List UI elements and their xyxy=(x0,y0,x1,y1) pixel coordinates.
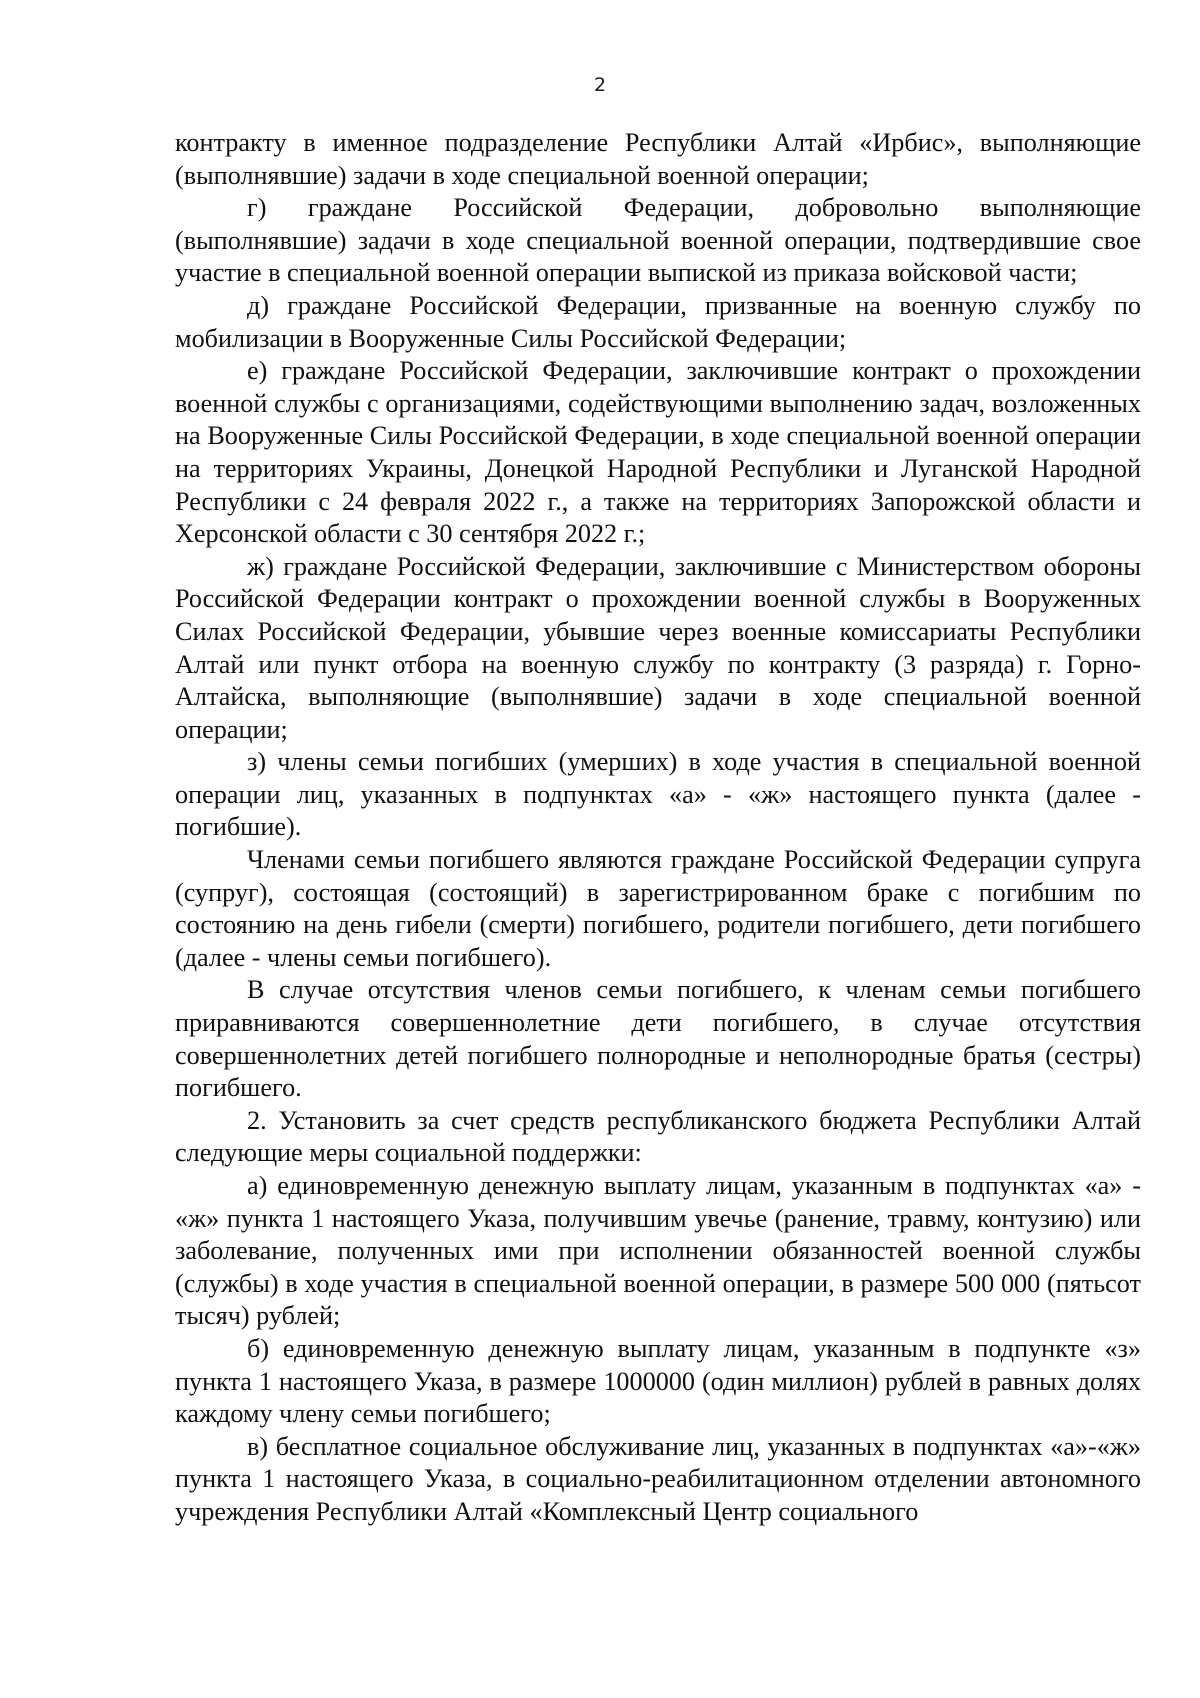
paragraph-item-2a: а) единовременную денежную выплату лицам, указанным в подпунктах «а» - «ж» пункта 1 настоящего Указа, получившим увечье (ранение, травму, контузию) или заболевание, полученных ими при исполнении обязанностей военной службы (службы) в ходе участия в специальной военной операции, в размере 500 000 (пятьсот тысяч) рублей; xyxy=(175,1171,1141,1331)
paragraph-continuation: контракту в именное подразделение Республики Алтай «Ирбис», выполняющие (выполнявшие) задачи в ходе специальной военной операции; xyxy=(175,128,1141,190)
paragraph-item-2b: б) единовременную денежную выплату лицам, указанным в подпункте «з» пункта 1 настоящего Указа, в размере 1000000 (один миллион) рублей в равных долях каждому члену семьи погибшего; xyxy=(175,1333,1141,1429)
paragraph-subitem-d: д) граждане Российской Федерации, призванные на военную службу по мобилизации в Вооруженные Силы Российской Федерации; xyxy=(175,290,1141,353)
document-body xyxy=(175,127,1141,1529)
paragraph-item-2v: в) бесплатное социальное обслуживание лиц, указанных в подпунктах «а»-«ж» пункта 1 настоящего Указа, в социально-реабилитационном отделении автономного учреждения Республики Алтай «Комплексный Центр социального xyxy=(175,1431,1141,1526)
paragraph-family-absence: В случае отсутствия членов семьи погибшего, к членам семьи погибшего приравниваются совершеннолетние дети погибшего, в случае отсутствия совершеннолетних детей погибшего полнородные и неполнородные братья (сестры) погибшего. xyxy=(175,975,1141,1103)
paragraph-subitem-e: е) граждане Российской Федерации, заключившие контракт о прохождении военной службы с организациями, содействующими выполнению задач, возложенных на Вооруженные Силы Российской Федерации, в ходе специальной военной операции на территориях Украины, Донецкой Народной Республики и Луганской Народной Республики с 24 февраля 2022 г., а также на территориях Запорожской области и Херсонской области с 30 сентября 2022 г.; xyxy=(175,356,1141,549)
page-number: 2 xyxy=(593,74,607,96)
paragraph-subitem-zh: ж) граждане Российской Федерации, заключившие с Министерством обороны Российской Федерации контракт о прохождении военной службы в Вооруженных Силах Российской Федерации, убывшие через военные комиссариаты Республики Алтай или пункт отбора на военную службу по контракту (3 разряда) г. Горно-Алтайска, выполняющие (выполнявшие) задачи в ходе специальной военной операции; xyxy=(175,551,1141,744)
paragraph-item-2: 2. Установить за счет средств республиканского бюджета Республики Алтай следующие меры социальной поддержки: xyxy=(175,1105,1141,1168)
paragraph-family-members: Членами семьи погибшего являются граждане Российской Федерации супруга (супруг), состоящая (состоящий) в зарегистрированном браке с погибшим по состоянию на день гибели (смерти) погибшего, родители погибшего, дети погибшего (далее - члены семьи погибшего). xyxy=(175,845,1141,972)
paragraph-subitem-g: г) граждане Российской Федерации, добровольно выполняющие (выполнявшие) задачи в ходе специальной военной операции, подтвердившие свое участие в специальной военной операции выпиской из приказа войсковой части; xyxy=(175,193,1141,288)
paragraph-subitem-z: з) члены семьи погибших (умерших) в ходе участия в специальной военной операции лиц, указанных в подпунктах «а» - «ж» настоящего пункта (далее - погибшие). xyxy=(175,747,1141,842)
